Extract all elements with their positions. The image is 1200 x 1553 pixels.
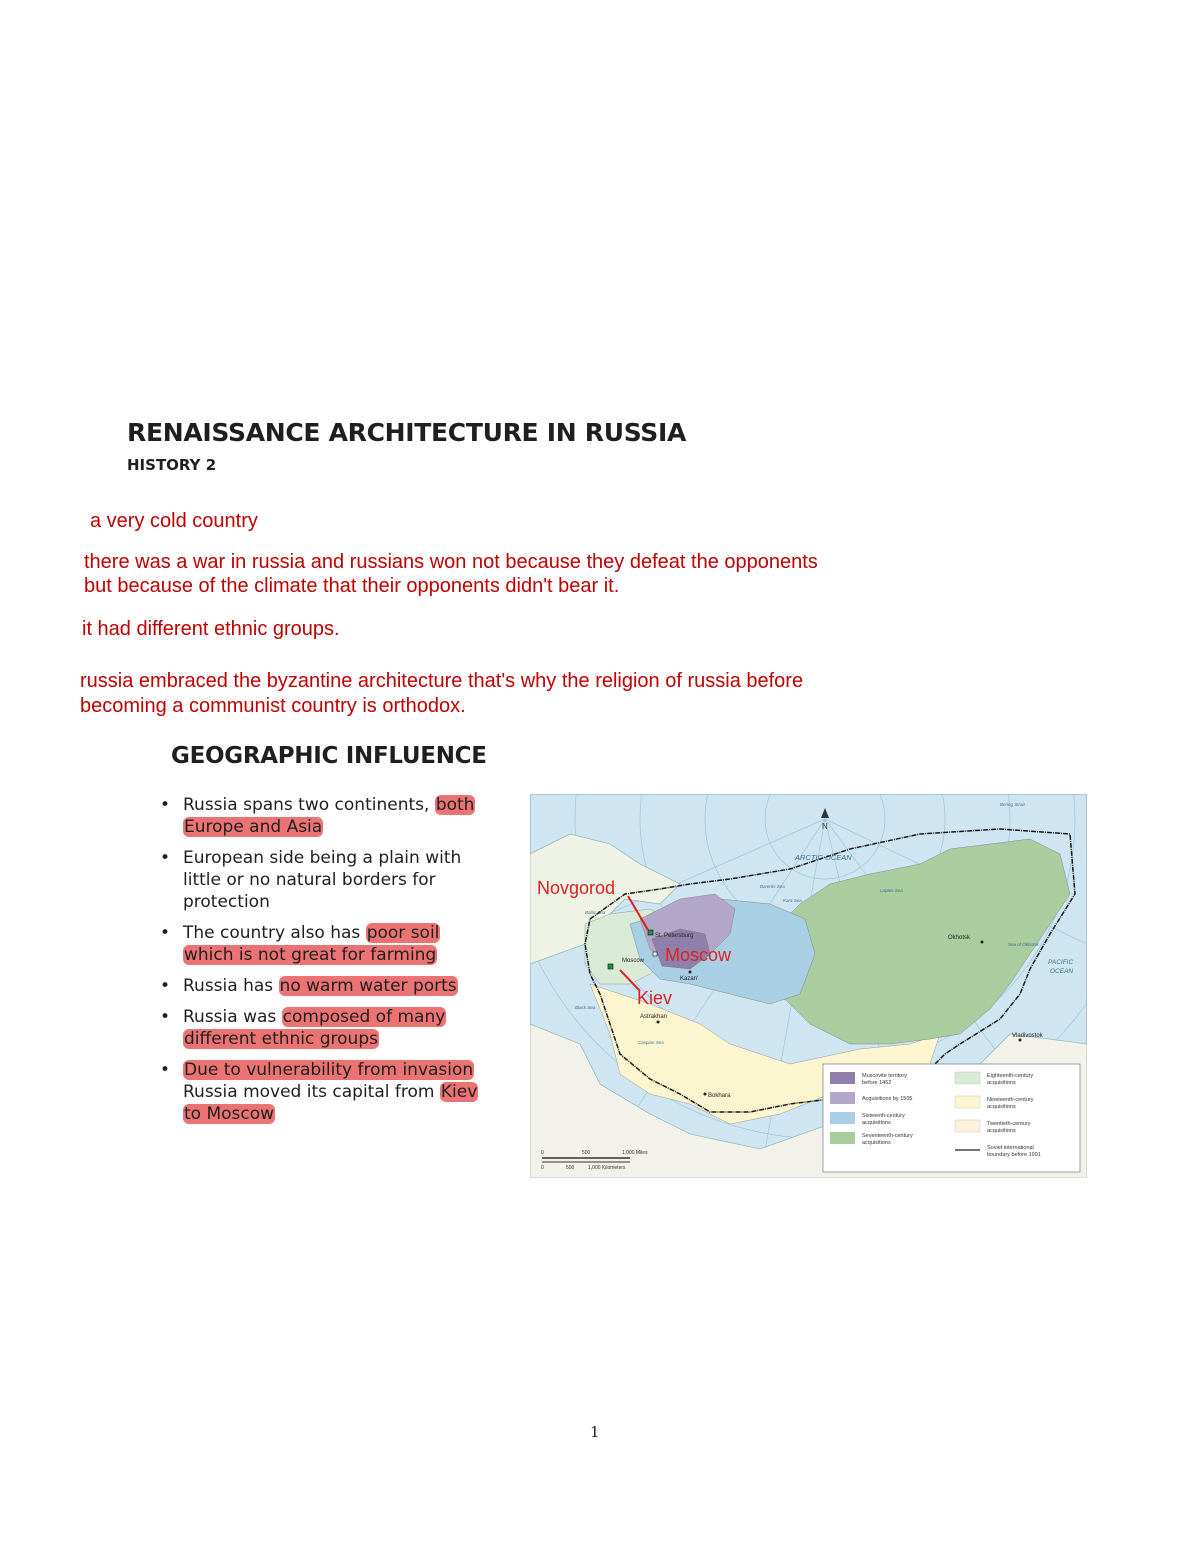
bokhara-label: Bokhara: [708, 1093, 731, 1099]
highlighted-text: Kiev to Moscow: [184, 1082, 478, 1124]
bullet-text: The country also has: [183, 923, 366, 943]
legend-label: acquisitions: [987, 1080, 1016, 1086]
list-item: [158, 922, 478, 966]
moscow-annotation: Moscow: [665, 945, 732, 965]
bullet-dot: •: [160, 923, 171, 943]
note-byzantine-line-1: russia embraced the byzantine architecture that's why the religion of russia before: [80, 670, 804, 692]
bullet-text: Russia spans two continents,: [183, 795, 430, 815]
black-sea-label: Black Sea: [575, 1005, 596, 1010]
kiev-marker: [608, 964, 613, 969]
astrakhan-label: Astrakhan: [640, 1014, 668, 1020]
bullet-text: Russia has: [183, 976, 279, 996]
list-item: [158, 847, 478, 913]
legend-label: before 1462: [862, 1080, 892, 1086]
scale-miles-500: 500: [582, 1150, 591, 1156]
st-petersburg-label: St. Petersburg: [655, 933, 694, 939]
bullet-text: European side being a plain with little or no natural borders for protection: [183, 848, 462, 912]
legend-swatch-seventeenth: [830, 1132, 855, 1144]
legend-swatch-muscovite: [830, 1072, 855, 1084]
bullet-dot: •: [160, 1007, 171, 1027]
north-label: N: [822, 822, 828, 831]
legend-label: Soviet international: [987, 1145, 1034, 1151]
novgorod-annotation: Novgorod: [537, 878, 616, 898]
bullet-dot: •: [160, 1060, 171, 1080]
page-subtitle: HISTORY 2: [127, 456, 217, 474]
legend-label: Nineteenth-century: [987, 1097, 1034, 1103]
arctic-ocean-label: ARCTIC OCEAN: [795, 853, 852, 862]
baltic-sea-label: Baltic Sea: [585, 910, 606, 915]
russia-territory-map: [530, 794, 1087, 1178]
laptev-sea-label: Laptev Sea: [880, 888, 903, 893]
legend-label: Sixteenth-century: [862, 1113, 905, 1119]
moscow-marker: [653, 952, 657, 956]
legend-label: boundary before 1991: [987, 1152, 1041, 1158]
pacific-ocean-label-2: OCEAN: [1050, 968, 1074, 975]
legend-label: acquisitions: [862, 1120, 891, 1126]
legend-swatch-eighteenth: [955, 1072, 980, 1084]
vladivostok-label: Vladivostok: [1012, 1033, 1043, 1039]
note-byzantine-line-2: becoming a communist country is orthodox.: [80, 695, 466, 717]
moscow-small-label: Moscow: [622, 958, 645, 964]
highlighted-text: composed of many different ethnic groups: [184, 1007, 446, 1049]
highlighted-text: poor soil which is not great for farming: [184, 923, 440, 965]
legend-label: Seventeenth-century: [862, 1133, 913, 1139]
list-item: [158, 1006, 478, 1050]
kazan-marker: [689, 971, 692, 974]
scale-miles-1000: 1,000 Miles: [622, 1150, 648, 1156]
legend-label: Muscovite territory: [862, 1073, 907, 1079]
bullet-dot: •: [160, 976, 171, 996]
list-item: [158, 1059, 478, 1125]
bullet-text: Russia was: [183, 1007, 282, 1027]
legend-swatch-1505: [830, 1092, 855, 1104]
caspian-sea-label: Caspian Sea: [638, 1040, 664, 1045]
scale-km-0: 0: [541, 1165, 544, 1171]
legend-label: Acquisitions by 1505: [862, 1096, 913, 1102]
section-title: GEOGRAPHIC INFLUENCE: [171, 743, 487, 769]
page-title: RENAISSANCE ARCHITECTURE IN RUSSIA: [127, 418, 687, 447]
bokhara-marker: [704, 1093, 707, 1096]
legend-label: Twentieth-century: [987, 1121, 1031, 1127]
bullet-dot: •: [160, 848, 171, 868]
st-petersburg-marker: [648, 930, 653, 935]
note-war-line-1: there was a war in russia and russians won not because they defeat the opponents: [84, 551, 818, 573]
highlighted-text: Due to vulnerability from invasion: [184, 1060, 474, 1080]
kazan-label: Kazan': [680, 976, 699, 982]
pacific-ocean-label: PACIFIC: [1048, 959, 1074, 966]
legend-label: acquisitions: [987, 1104, 1016, 1110]
highlighted-text: both Europe and Asia: [184, 795, 475, 837]
list-item: [158, 794, 478, 838]
legend-swatch-nineteenth: [955, 1096, 980, 1108]
okhotsk-marker: [981, 941, 984, 944]
list-item: [158, 975, 478, 997]
sea-of-okhotsk-label: Sea of Okhotsk: [1008, 942, 1039, 947]
note-cold-country: a very cold country: [90, 510, 258, 532]
scale-km-500: 500: [566, 1165, 575, 1171]
map-legend: [823, 1064, 1080, 1172]
kiev-annotation: Kiev: [637, 988, 673, 1008]
page-number: 1: [590, 1423, 600, 1441]
legend-label: acquisitions: [862, 1140, 891, 1146]
bering-strait-label: Bering Strait: [1000, 802, 1025, 807]
astrakhan-marker: [657, 1021, 660, 1024]
scale-km-1000: 1,000 Kilometers: [588, 1165, 626, 1171]
legend-label: Eighteenth-century: [987, 1073, 1034, 1079]
okhotsk-label: Okhotsk: [948, 935, 971, 941]
kara-sea-label: Kara Sea: [783, 898, 802, 903]
bullet-text: Russia moved its capital from: [183, 1082, 440, 1102]
legend-swatch-twentieth: [955, 1120, 980, 1132]
note-war-line-2: but because of the climate that their opponents didn't bear it.: [84, 575, 620, 597]
legend-label: acquisitions: [987, 1128, 1016, 1134]
barents-sea-label: Barents Sea: [760, 884, 785, 889]
bullet-list: [158, 794, 478, 1134]
bullet-dot: •: [160, 795, 171, 815]
scale-miles-0: 0: [541, 1150, 544, 1156]
note-ethnic-groups: it had different ethnic groups.: [82, 618, 340, 640]
legend-swatch-sixteenth: [830, 1112, 855, 1124]
highlighted-text: no warm water ports: [279, 976, 457, 996]
